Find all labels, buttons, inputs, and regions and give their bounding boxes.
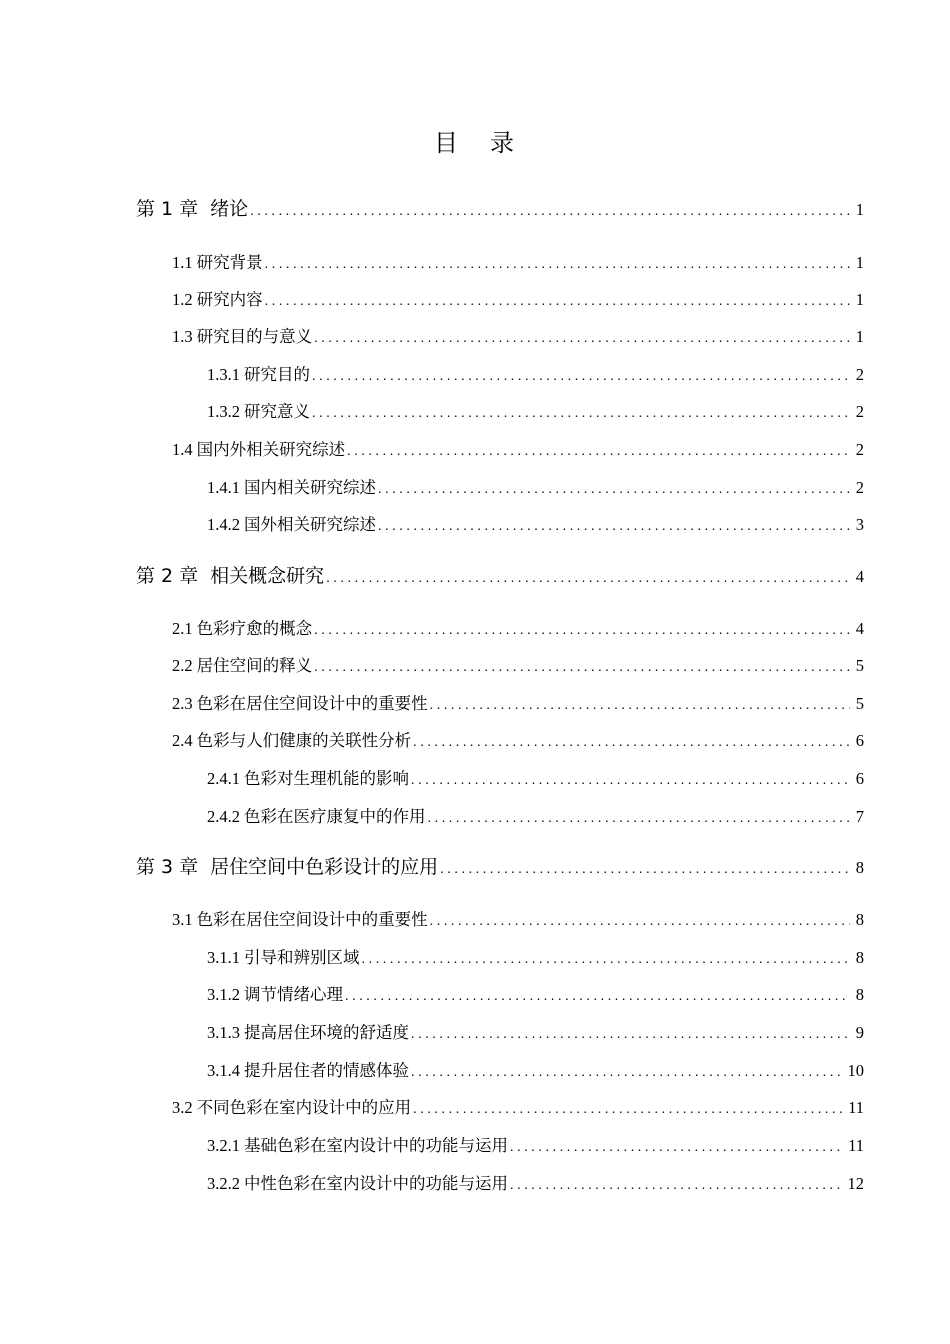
toc-page-number: 3 [855, 515, 864, 534]
toc-page-number: 12 [847, 1174, 864, 1193]
dot-leader [378, 478, 850, 502]
toc-subsection-3-1-4[interactable] [207, 1059, 864, 1085]
dot-leader [326, 566, 850, 592]
toc-title: 中性色彩在室内设计中的功能与运用 [244, 1174, 508, 1193]
toc-page-number: 9 [855, 1023, 864, 1042]
toc-title: 色彩疗愈的概念 [196, 619, 313, 638]
toc-subsection-1-4-2[interactable] [207, 513, 864, 539]
toc-subsection-2-4-2[interactable] [207, 805, 864, 831]
toc-chapter-3[interactable] [136, 854, 864, 883]
dot-leader [312, 365, 850, 389]
toc-page-number: 2 [855, 402, 864, 421]
toc-title: 引导和辨别区域 [244, 948, 360, 967]
toc-page-number: 2 [855, 440, 864, 459]
toc-title: 居住空间中色彩设计的应用 [210, 856, 439, 878]
toc-title: 绪论 [210, 198, 249, 220]
toc-page-number: 4 [855, 619, 864, 638]
dot-leader [378, 515, 850, 539]
toc-title: 色彩在医疗康复中的作用 [244, 807, 426, 826]
toc-subsection-1-3-2[interactable] [207, 400, 864, 426]
toc-title: 研究背景 [196, 253, 263, 272]
toc-page-number: 11 [848, 1136, 864, 1155]
toc-page-number: 6 [855, 769, 864, 788]
toc-number: 1.4.2 [207, 515, 240, 534]
toc-number: 3.2.2 [207, 1174, 240, 1193]
toc-page-number: 8 [855, 985, 864, 1004]
dot-leader [265, 290, 850, 314]
toc-page-number: 5 [855, 656, 864, 675]
toc-number: 1.2 [172, 290, 193, 309]
toc-number: 3.1.3 [207, 1023, 240, 1042]
toc-page-number: 8 [855, 910, 864, 929]
toc-section-2-2[interactable] [172, 654, 864, 680]
toc-title: 研究意义 [244, 402, 310, 421]
toc-number: 2.4 [172, 731, 193, 750]
toc-page-number: 7 [855, 807, 864, 826]
toc-page-number: 2 [855, 478, 864, 497]
toc-number: 第 1 章 [136, 198, 199, 220]
toc-title: 基础色彩在室内设计中的功能与运用 [244, 1136, 508, 1155]
toc-subsection-3-1-2[interactable] [207, 983, 864, 1009]
toc-page-number: 1 [855, 327, 864, 346]
toc-subsection-3-2-2[interactable] [207, 1172, 864, 1198]
dot-leader [362, 948, 850, 972]
toc-chapter-2[interactable] [136, 563, 864, 592]
dot-leader [347, 440, 850, 464]
dot-leader [428, 807, 850, 831]
toc-title: 相关概念研究 [210, 565, 325, 587]
toc-number: 1.3.1 [207, 365, 240, 384]
toc-subsection-3-2-1[interactable] [207, 1134, 864, 1160]
dot-leader [411, 769, 850, 793]
toc-title: 不同色彩在室内设计中的应用 [196, 1098, 412, 1117]
toc-section-1-4[interactable] [172, 438, 864, 464]
toc-section-2-4[interactable] [172, 729, 864, 755]
toc-number: 1.4.1 [207, 478, 240, 497]
toc-title: 国内外相关研究综述 [196, 440, 346, 459]
toc-section-3-1[interactable] [172, 908, 864, 934]
toc-number: 3.1.1 [207, 948, 240, 967]
toc-subsection-3-1-3[interactable] [207, 1021, 864, 1047]
toc-title: 色彩与人们健康的关联性分析 [196, 731, 412, 750]
dot-leader [265, 253, 850, 277]
toc-page-number: 8 [855, 948, 864, 967]
toc-page-number: 1 [855, 253, 864, 272]
toc-title: 国外相关研究综述 [244, 515, 376, 534]
toc-title: 国内相关研究综述 [244, 478, 376, 497]
dot-leader [411, 1023, 850, 1047]
toc-page-number: 8 [855, 858, 864, 877]
dot-leader [413, 731, 850, 755]
toc-number: 2.4.1 [207, 769, 240, 788]
toc-page-number: 11 [848, 1098, 864, 1117]
title-part-2: 录 [490, 129, 516, 157]
toc-title: 提高居住环境的舒适度 [244, 1023, 409, 1042]
toc-title: 居住空间的释义 [196, 656, 313, 675]
toc-title: 色彩在居住空间设计中的重要性 [196, 910, 428, 929]
dot-leader [250, 199, 850, 225]
toc-section-2-1[interactable] [172, 617, 864, 643]
dot-leader [413, 1098, 842, 1122]
toc-number: 2.2 [172, 656, 193, 675]
toc-section-1-3[interactable] [172, 325, 864, 351]
title-part-1: 目 [434, 129, 460, 157]
dot-leader [314, 656, 850, 680]
toc-subsection-2-4-1[interactable] [207, 767, 864, 793]
toc-title: 研究内容 [196, 290, 263, 309]
toc-subsection-3-1-1[interactable] [207, 946, 864, 972]
toc-section-2-3[interactable] [172, 692, 864, 718]
toc-number: 第 3 章 [136, 856, 199, 878]
toc-page-number: 2 [855, 365, 864, 384]
toc-number: 3.2 [172, 1098, 193, 1117]
toc-number: 1.3.2 [207, 402, 240, 421]
toc-number: 2.3 [172, 694, 193, 713]
toc-page-number: 4 [855, 567, 864, 586]
toc-page-number: 1 [855, 200, 864, 219]
toc-number: 1.3 [172, 327, 193, 346]
toc-number: 2.4.2 [207, 807, 240, 826]
toc-number: 2.1 [172, 619, 193, 638]
dot-leader [510, 1174, 842, 1198]
toc-title: 提升居住者的情感体验 [244, 1061, 409, 1080]
toc-title: 研究目的 [244, 365, 310, 384]
toc-number: 3.2.1 [207, 1136, 240, 1155]
toc-page-number: 10 [847, 1061, 864, 1080]
dot-leader [430, 910, 850, 934]
dot-leader [314, 327, 850, 351]
toc-section-3-2[interactable] [172, 1096, 864, 1122]
toc-chapter-1[interactable] [136, 196, 864, 225]
toc-page-number: 6 [855, 731, 864, 750]
toc-number: 3.1 [172, 910, 193, 929]
dot-leader [345, 985, 850, 1009]
toc-title: 研究目的与意义 [196, 327, 313, 346]
toc-section-1-1[interactable] [172, 251, 864, 277]
toc-section-1-2[interactable] [172, 288, 864, 314]
toc-number: 3.1.2 [207, 985, 240, 1004]
toc-page-number: 1 [855, 290, 864, 309]
toc-title: 调节情绪心理 [244, 985, 343, 1004]
toc-title: 色彩对生理机能的影响 [244, 769, 409, 788]
toc-number: 第 2 章 [136, 565, 199, 587]
toc-title: 色彩在居住空间设计中的重要性 [196, 694, 428, 713]
dot-leader [510, 1136, 842, 1160]
dot-leader [312, 402, 850, 426]
toc-subsection-1-3-1[interactable] [207, 363, 864, 389]
toc-page-number: 5 [855, 694, 864, 713]
dot-leader [314, 619, 850, 643]
toc-subsection-1-4-1[interactable] [207, 476, 864, 502]
toc-number: 1.4 [172, 440, 193, 459]
toc-number: 1.1 [172, 253, 193, 272]
toc-number: 3.1.4 [207, 1061, 240, 1080]
dot-leader [440, 857, 850, 883]
dot-leader [430, 694, 850, 718]
dot-leader [411, 1061, 842, 1085]
